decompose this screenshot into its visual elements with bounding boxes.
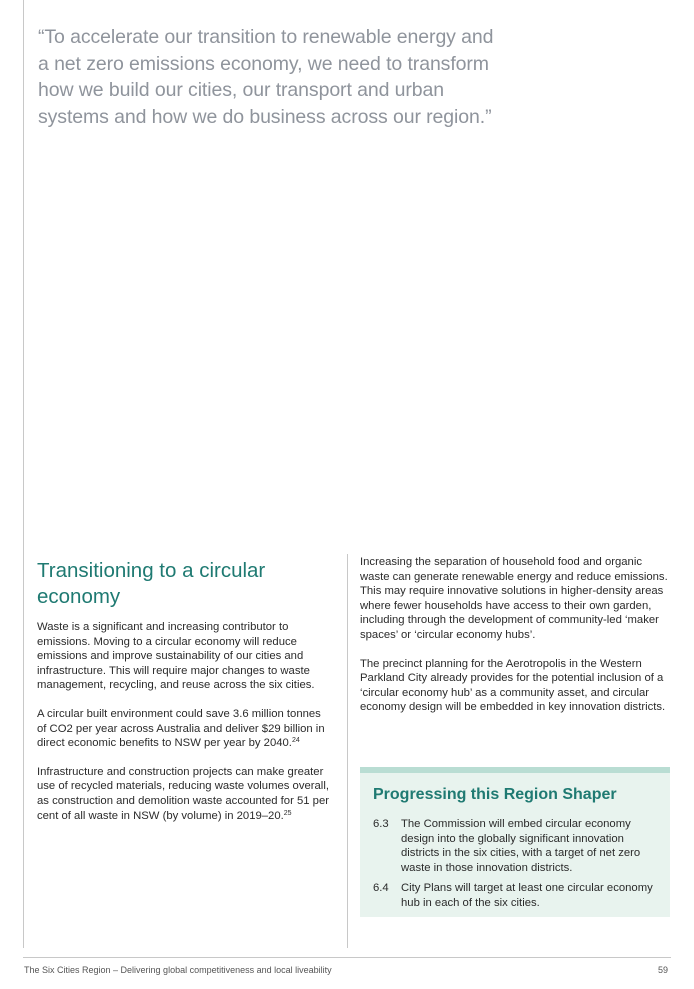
- page-number: 59: [657, 965, 668, 975]
- footer-rule: [23, 957, 671, 958]
- left-column: [37, 558, 333, 837]
- action-number: 6.4: [373, 882, 389, 894]
- paragraph: A circular built environment could save 3.6 million tonnes of CO2 per year across Australia and deliver $29 billion in direct economic benefits to NSW per year by 2040.24: [37, 707, 325, 750]
- action-item: [373, 881, 663, 910]
- footnote-ref: 24: [291, 737, 300, 745]
- footer-title: The Six Cities Region – Delivering global competitiveness and local liveability: [24, 965, 332, 975]
- section-heading: Transitioning to a circular economy: [37, 559, 266, 608]
- action-number: 6.3: [373, 818, 389, 830]
- paragraph: Infrastructure and construction projects can make greater use of recycled materials, reducing waste volumes overall, as construction and demolition waste accounted for 51 per cent of all waste in NSW (by volume) in 2019–20.25: [37, 765, 330, 822]
- panel-title: Progressing this Region Shaper: [373, 786, 617, 803]
- footnote-ref: 25: [283, 809, 292, 817]
- right-column: [360, 555, 672, 729]
- pull-quote: “To accelerate our transition to renewable energy and a net zero emissions economy, we need to transform how we build our cities, our transport and urban systems and how we do business across our region.”: [38, 26, 494, 128]
- paragraph: Waste is a significant and increasing contributor to emissions. Moving to a circular economy will reduce emissions and improve sustainability of our cities and infrastructure. This will require major changes to waste management, recycling, and reuse across the six cities.: [37, 621, 315, 692]
- left-margin-rule: [23, 0, 24, 948]
- action-item: [373, 817, 663, 875]
- paragraph: The precinct planning for the Aerotropolis in the Western Parkland City already provides for the potential inclusion of a ‘circular economy hub’ as a community asset, and circular economy design will be embedded in key innovation districts.: [360, 657, 666, 714]
- action-text: The Commission will embed circular economy design into the globally significant innovation districts in the six cities, with a target of net zero waste in those innovation districts.: [401, 818, 641, 874]
- region-shaper-panel: [360, 767, 670, 917]
- column-divider: [347, 554, 348, 948]
- action-text: City Plans will target at least one circular economy hub in each of the six cities.: [401, 882, 653, 909]
- paragraph: Increasing the separation of household food and organic waste can generate renewable energy and reduce emissions. This may require innovative solutions in higher-density areas where fewer households have access to their own garden, including through the development of community-led ‘maker spaces’ or ‘circular economy hubs’.: [360, 556, 668, 641]
